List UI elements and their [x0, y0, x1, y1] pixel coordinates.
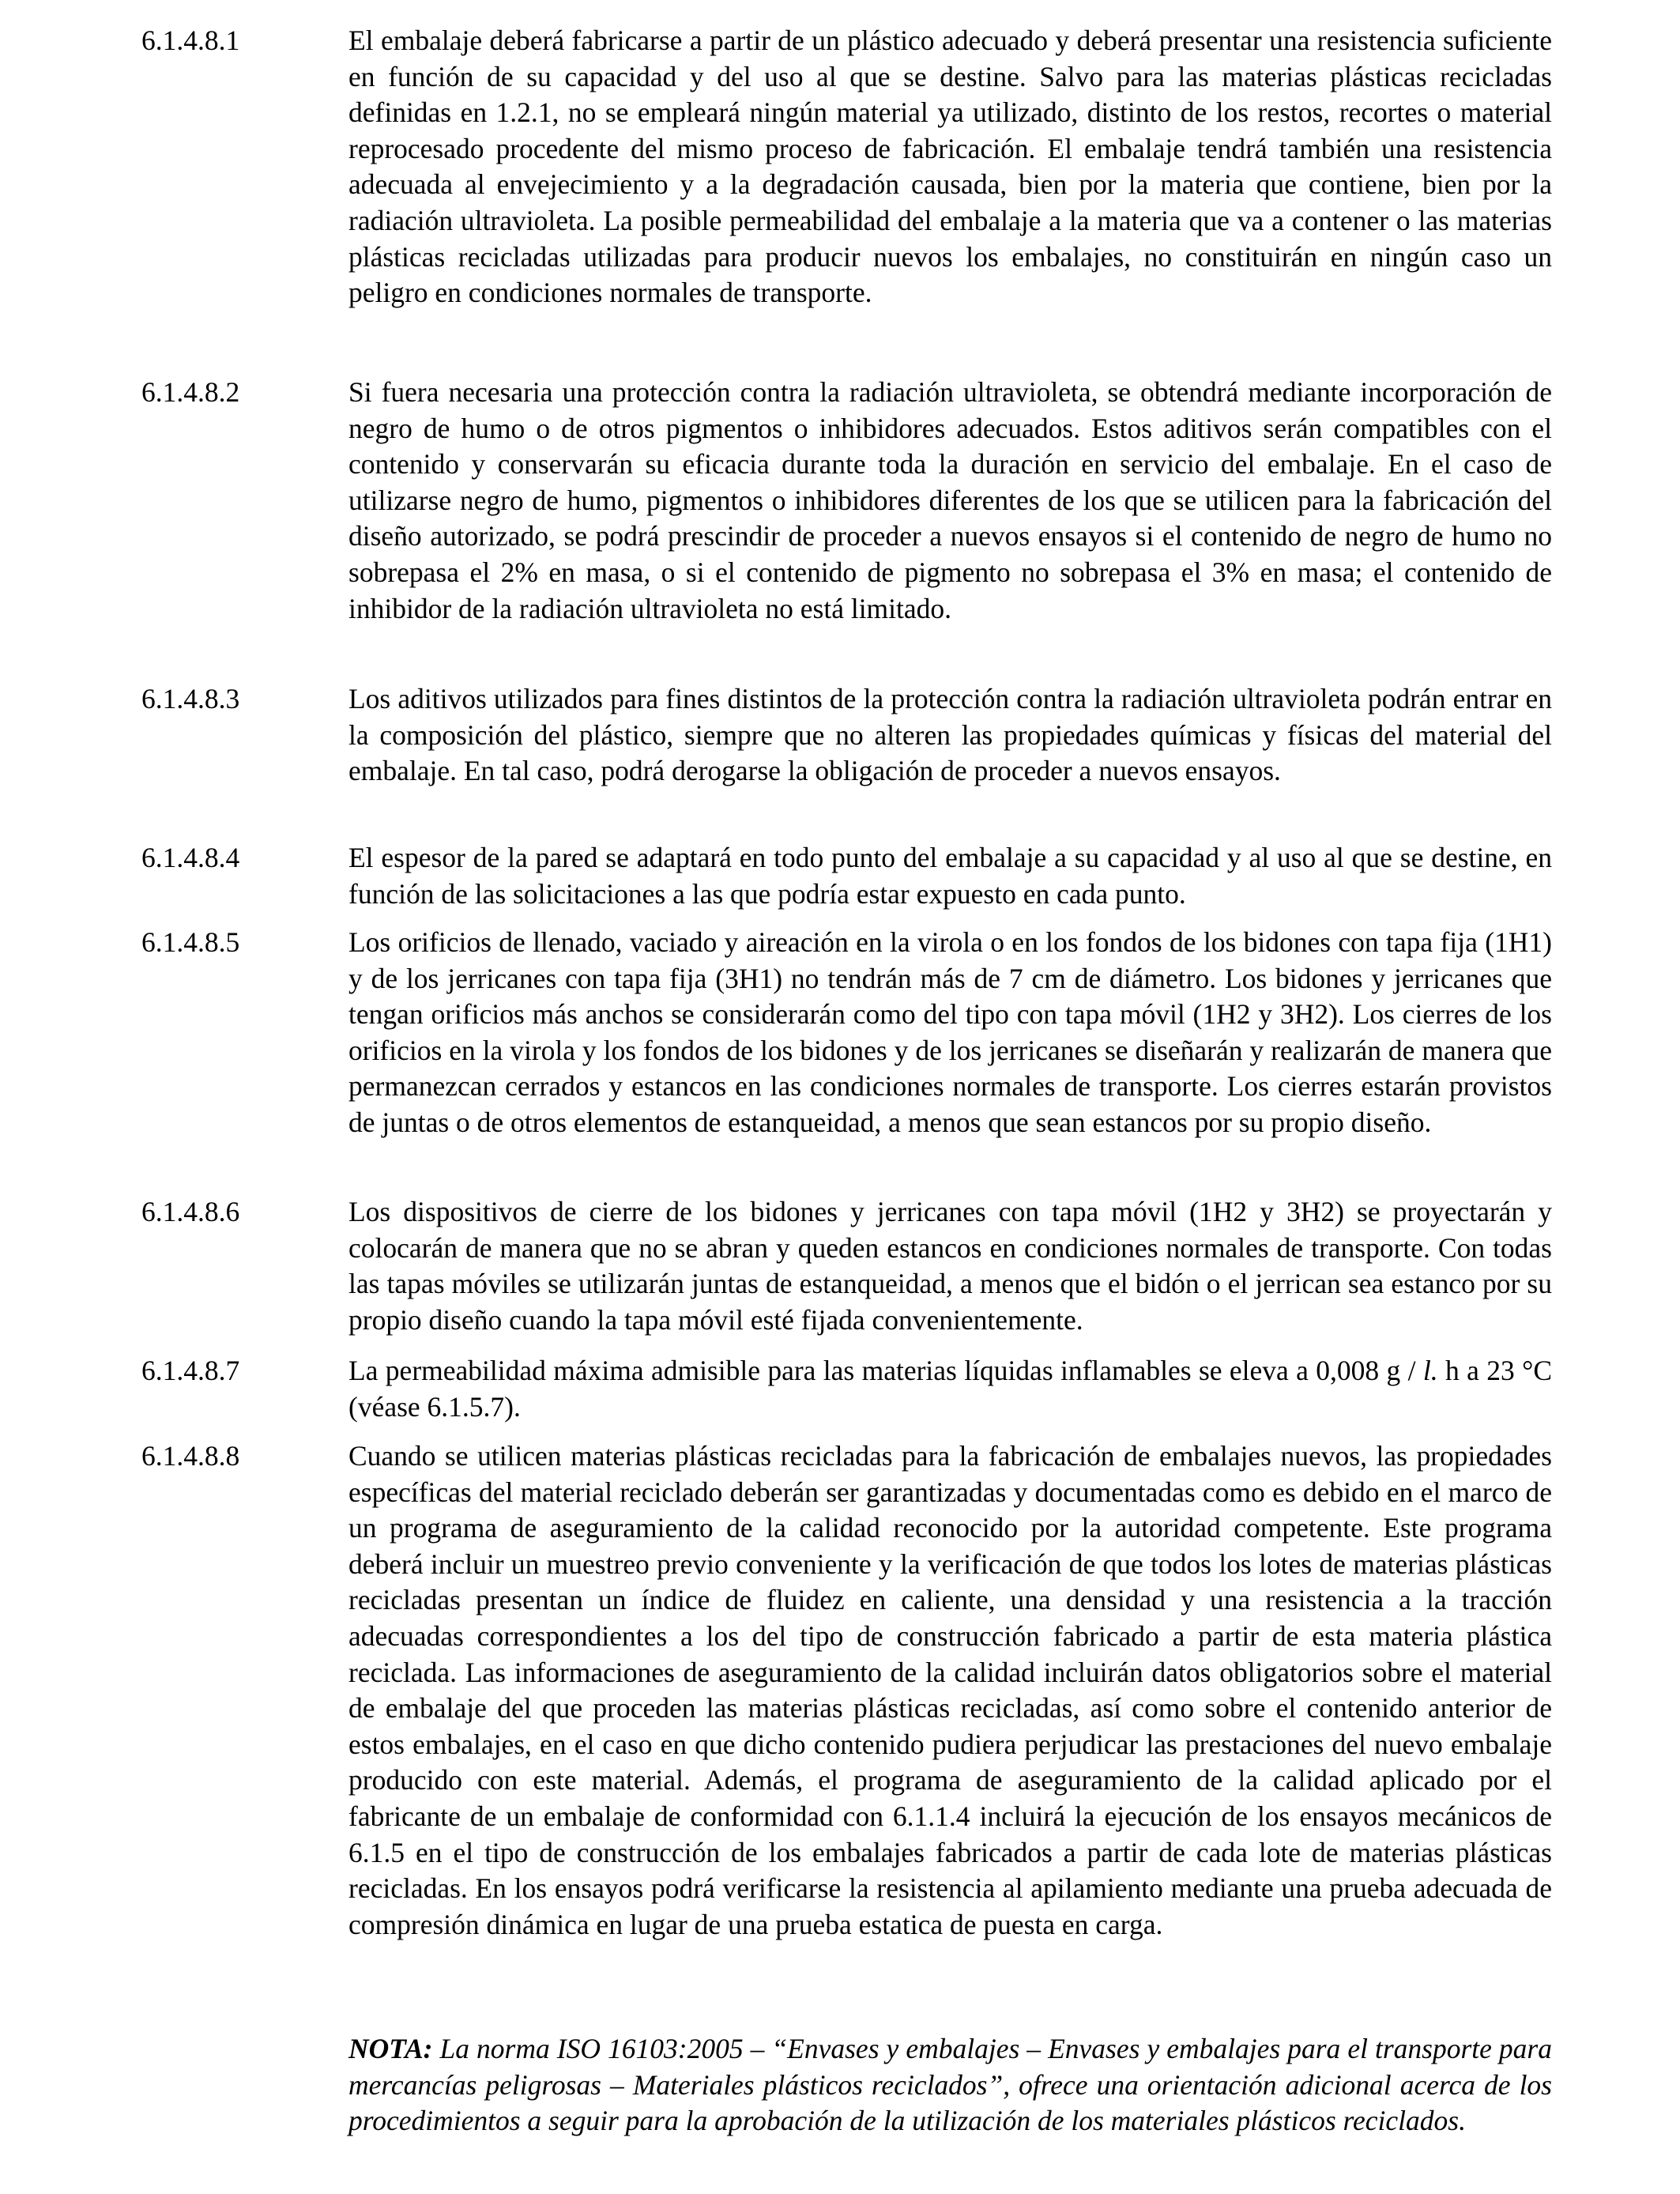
section-number: 6.1.4.8.4: [141, 842, 240, 873]
section-text: Los aditivos utilizados para fines distintos de la protección contra la radiación ultravioleta podrán entrar en la composición del plástico, siempre que no alteren las propiedades químicas y físicas del material del embalaje. En tal caso, podrá derogarse la obligación de proceder a nuevos ensayos.: [348, 683, 1552, 787]
note-block: [348, 2031, 1552, 2139]
section-text-before: La permeabilidad máxima admisible para las materias líquidas inflamables se eleva a 0,008 g /: [348, 1355, 1423, 1386]
section-number: 6.1.4.8.1: [141, 25, 240, 56]
section-text: Los orificios de llenado, vaciado y aireación en la virola o en los fondos de los bidones con tapa fija (1H1) y de los jerricanes con tapa fija (3H1) no tendrán más de 7 cm de diámetro. Los bidones y jerricanes que tengan orificios más anchos se considerarán como del tipo con tapa móvil (1H2 y 3H2). Los cierres de los orificios en la virola y los fondos de los bidones y de los jerricanes se diseñarán y realizarán de manera que permanezcan cerrados y estancos en las condiciones normales de transporte. Los cierres estarán provistos de juntas o de otros elementos de estanqueidad, a menos que sean estancos por su propio diseño.: [348, 926, 1552, 1138]
section-number: 6.1.4.8.3: [141, 683, 240, 714]
note-label: NOTA:: [348, 2033, 433, 2064]
section-number: 6.1.4.8.8: [141, 1440, 240, 1472]
unit-litre-italic: l.: [1422, 1355, 1438, 1386]
section-text: [348, 1353, 1552, 1425]
section-text: Si fuera necesaria una protección contra la radiación ultravioleta, se obtendrá mediante incorporación de negro de humo o de otros pigmentos o inhibidores adecuados. Estos aditivos serán compatibles con el contenido y conservarán su eficacia durante toda la duración en servicio del embalaje. En el caso de utilizarse negro de humo, pigmentos o inhibidores diferentes de los que se utilicen para la fabricación del diseño autorizado, se podrá prescindir de proceder a nuevos ensayos si el contenido de negro de humo no sobrepasa el 2% en masa, o si el contenido de pigmento no sobrepasa el 3% en masa; el contenido de inhibidor de la radiación ultravioleta no está limitado.: [348, 376, 1552, 624]
section-text: El embalaje deberá fabricarse a partir de un plástico adecuado y deberá presentar una resistencia suficiente en función de su capacidad y del uso al que se destine. Salvo para las materias plásticas recicladas definidas en 1.2.1, no se empleará ningún material ya utilizado, distinto de los restos, recortes o material reprocesado procedente del mismo proceso de fabricación. El embalaje tendrá también una resistencia adecuada al envejecimiento y a la degradación causada, bien por la materia que contiene, bien por la radiación ultravioleta. La posible permeabilidad del embalaje a la materia que va a contener o las materias plásticas recicladas utilizadas para producir nuevos los embalajes, no constituirán en ningún caso un peligro en condiciones normales de transporte.: [348, 25, 1552, 309]
section-text-after: h a 23 °C (véase 6.1.5.7).: [348, 1355, 1552, 1423]
section-number: 6.1.4.8.2: [141, 376, 240, 408]
section-text: Cuando se utilicen materias plásticas recicladas para la fabricación de embalajes nuevos, las propiedades específicas del material reciclado deberán ser garantizadas y documentadas como es debido en el marco de un programa de aseguramiento de la calidad reconocido por la autoridad competente. Este programa deberá incluir un muestreo previo conveniente y la verificación de que todos los lotes de materias plásticas recicladas presentan un índice de fluidez en caliente, una densidad y una resistencia a la tracción adecuadas correspondientes a los del tipo de construcción fabricado a partir de esta materia plástica reciclada. Las informaciones de aseguramiento de la calidad incluirán datos obligatorios sobre el material de embalaje del que proceden las materias plásticas recicladas, así como sobre el contenido anterior de estos embalajes, en el caso en que dicho contenido pudiera perjudicar las prestaciones del nuevo embalaje producido con este material. Además, el programa de aseguramiento de la calidad aplicado por el fabricante de un embalaje de conformidad con 6.1.1.4 incluirá la ejecución de los ensayos mecánicos de 6.1.5 en el tipo de construcción de los embalajes fabricados a partir de cada lote de materias plásticas recicladas. En los ensayos podrá verificarse la resistencia al apilamiento mediante una prueba adecuada de compresión dinámica en lugar de una prueba estatica de puesta en carga.: [348, 1440, 1552, 1940]
section-number: 6.1.4.8.7: [141, 1355, 240, 1386]
section-number: 6.1.4.8.6: [141, 1196, 240, 1227]
section-text: Los dispositivos de cierre de los bidones y jerricanes con tapa móvil (1H2 y 3H2) se proyectarán y colocarán de manera que no se abran y queden estancos en condiciones normales de transporte. Con todas las tapas móviles se utilizarán juntas de estanqueidad, a menos que el bidón o el jerrican sea estanco por su propio diseño cuando la tapa móvil esté fijada convenientemente.: [348, 1196, 1552, 1336]
section-text: El espesor de la pared se adaptará en todo punto del embalaje a su capacidad y al uso al que se destine, en función de las solicitaciones a las que podría estar expuesto en cada punto.: [348, 842, 1552, 910]
note-text: La norma ISO 16103:2005 – “Envases y embalajes – Envases y embalajes para el transporte para mercancías peligrosas – Materiales plásticos reciclados”, ofrece una orientación adicional acerca de los procedimientos a seguir para la aprobación de la utilización de los materiales plásticos reciclados.: [348, 2033, 1552, 2137]
section-number: 6.1.4.8.5: [141, 926, 240, 958]
